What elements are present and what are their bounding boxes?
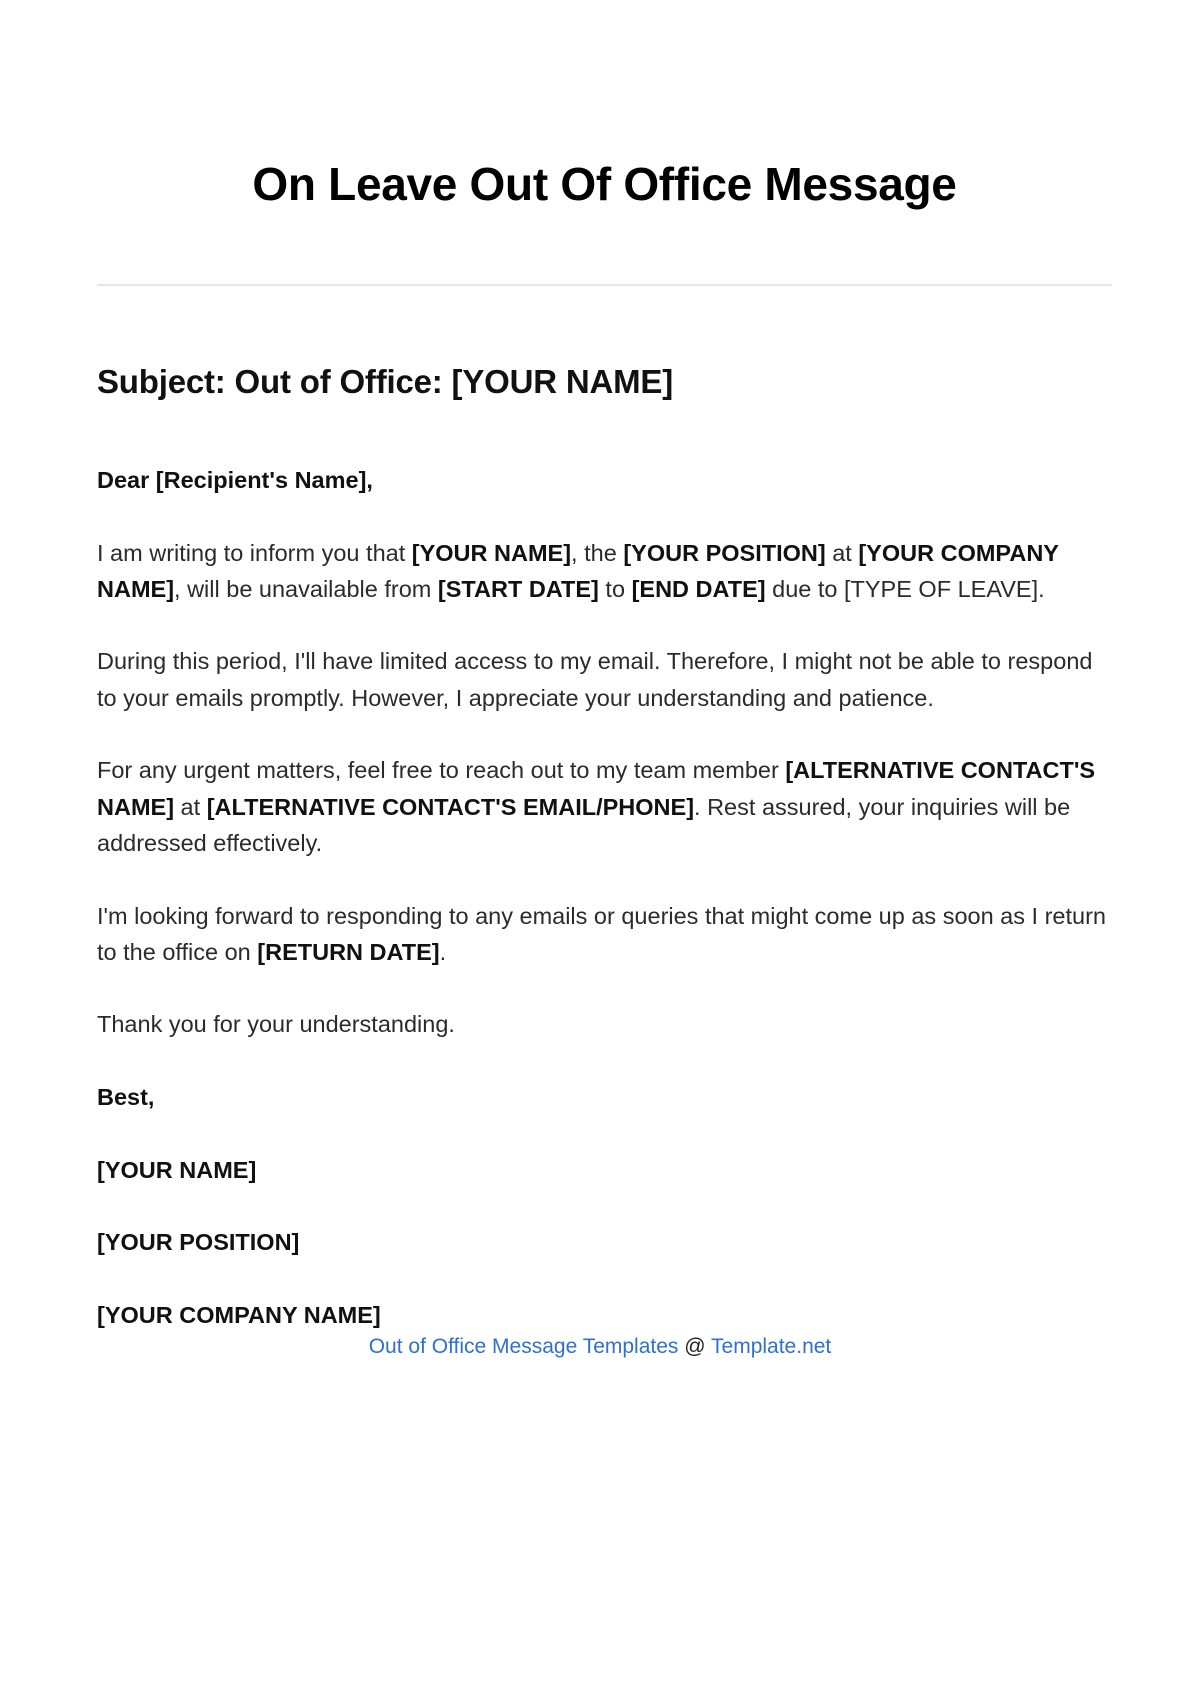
text-segment: , the: [571, 539, 624, 566]
signature-position: [YOUR POSITION]: [97, 1229, 300, 1256]
placeholder-your-name: [YOUR NAME]: [411, 539, 572, 566]
greeting: Dear [Recipient's Name],: [97, 467, 373, 493]
templates-link[interactable]: Out of Office Message Templates: [368, 1335, 679, 1358]
text-segment: . Rest assured, your inquiries will be addressed effectively.: [97, 793, 1071, 856]
placeholder-alt-contact-name: [ALTERNATIVE CONTACT'S NAME]: [97, 757, 1096, 820]
placeholder-return-date: [RETURN DATE]: [257, 938, 440, 965]
at-separator: @: [678, 1335, 712, 1358]
paragraph-urgent-contact: [97, 752, 1112, 861]
placeholder-end-date: [END DATE]: [631, 575, 766, 602]
text-segment: to: [598, 575, 632, 602]
letter-body: [97, 462, 1112, 1369]
text-segment: due to [TYPE OF LEAVE].: [765, 575, 1045, 602]
text-segment: at: [174, 793, 207, 820]
placeholder-alt-contact-email: [ALTERNATIVE CONTACT'S EMAIL/PHONE]: [206, 793, 695, 820]
paragraph-limited-access: [97, 643, 1112, 716]
title-divider: [97, 284, 1112, 286]
email-subject: Subject: Out of Office: [YOUR NAME]: [97, 363, 673, 400]
signature-company: [YOUR COMPANY NAME]: [97, 1301, 381, 1328]
paragraph-intro: [97, 535, 1112, 608]
placeholder-company-name: [YOUR COMPANY NAME]: [97, 539, 1059, 602]
text-segment: Thank you for your understanding.: [97, 1011, 455, 1038]
text-segment: I'm looking forward to responding to any emails or queries that might come up as soon as I return to the office on: [97, 902, 1106, 965]
text-segment: For any urgent matters, feel free to reach out to my team member: [97, 757, 786, 784]
paragraph-thanks: [97, 1006, 1112, 1042]
placeholder-your-position: [YOUR POSITION]: [623, 539, 826, 566]
signature-name: [YOUR NAME]: [97, 1156, 257, 1183]
placeholder-start-date: [START DATE]: [437, 575, 599, 602]
signature-block: [97, 1079, 1112, 1333]
text-segment: During this period, I'll have limited access to my email. Therefore, I might not be able to respond to your emails promptly. However, I appreciate your understanding and patience.: [97, 648, 1093, 711]
text-segment: I am writing to inform you that: [97, 539, 412, 566]
template-net-link[interactable]: Template.net: [711, 1335, 832, 1358]
document-title: On Leave Out Of Office Message: [252, 158, 957, 210]
paragraph-return: [97, 898, 1112, 971]
signature-closing: Best,: [97, 1084, 155, 1111]
footer-attribution: [0, 1335, 1200, 1359]
text-segment: at: [825, 539, 859, 566]
text-segment: , will be unavailable from: [174, 575, 438, 602]
text-segment: .: [439, 938, 447, 965]
